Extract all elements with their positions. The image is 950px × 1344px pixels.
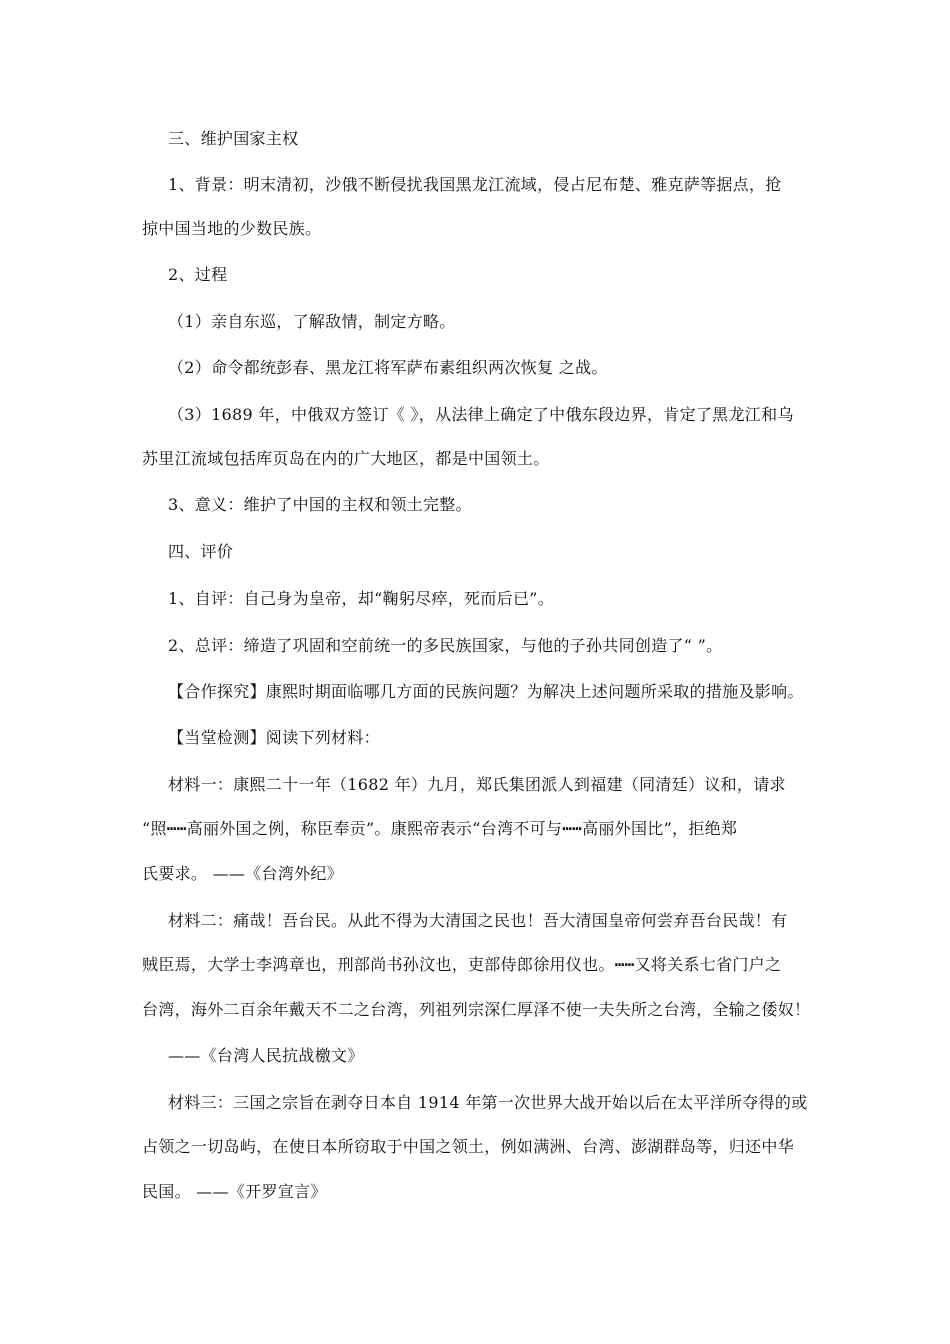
paragraph-line: 贼臣焉，大学士李鸿章也，刑部尚书孙汶也，吏部侍郎徐用仪也。┅┅又将关系七省门户之 <box>142 955 782 974</box>
citation-line: ——《台湾人民抗战檄文》 <box>168 1046 364 1065</box>
subheading: 2、过程 <box>168 265 228 284</box>
paragraph-line: 民国。 ——《开罗宣言》 <box>142 1182 327 1201</box>
paragraph-line: 苏里江流域包括库页岛在内的广大地区，都是中国领土。 <box>142 449 550 468</box>
paragraph-line: “照┅┅高丽外国之例，称臣奉贡”。康熙帝表示“台湾不可与┅┅高丽外国比”，拒绝郑 <box>142 819 738 838</box>
paragraph-line: （2）命令都统彭春、黑龙江将军萨布素组织两次恢复 之战。 <box>168 358 608 377</box>
paragraph-line: 占领之一切岛屿，在使日本所窃取于中国之领土，例如满洲、台湾、澎湖群岛等，归还中华 <box>142 1137 795 1156</box>
paragraph-line: 材料一：康熙二十一年（1682 年）九月，郑氏集团派人到福建（同清廷）议和，请求 <box>168 775 786 794</box>
paragraph-line: （3）1689 年，中俄双方签订《 》，从法律上确定了中俄东段边界，肯定了黑龙江和乌 <box>168 405 794 424</box>
paragraph-line: 氏要求。 ——《台湾外纪》 <box>142 864 343 883</box>
paragraph-line: 【当堂检测】阅读下列材料： <box>168 728 380 747</box>
paragraph-line: 2、总评：缔造了巩固和空前统一的多民族国家，与他的子孙共同创造了“ ”。 <box>168 636 723 655</box>
paragraph-line: 台湾，海外二百余年戴天不二之台湾，列祖列宗深仁厚泽不使一夫失所之台湾，全输之倭奴！ <box>142 1000 811 1019</box>
section-heading: 三、维护国家主权 <box>168 129 299 148</box>
paragraph-line: 3、意义：维护了中国的主权和领土完整。 <box>168 495 472 514</box>
paragraph-line: 【合作探究】康熙时期面临哪几方面的民族问题？为解决上述问题所采取的措施及影响。 <box>168 682 804 701</box>
paragraph-line: 1、背景：明末清初，沙俄不断侵扰我国黑龙江流域，侵占尼布楚、雅克萨等据点，抢 <box>168 175 782 194</box>
paragraph-line: （1）亲自东巡，了解敌情，制定方略。 <box>168 312 456 331</box>
section-heading: 四、评价 <box>168 542 234 561</box>
paragraph-line: 掠中国当地的少数民族。 <box>142 219 322 238</box>
paragraph-line: 材料三：三国之宗旨在剥夺日本自 1914 年第一次世界大战开始以后在太平洋所夺得的或 <box>168 1093 808 1112</box>
paragraph-line: 材料二：痛哉！吾台民。从此不得为大清国之民也！吾大清国皇帝何尝弃吾台民哉！有 <box>168 911 788 930</box>
paragraph-line: 1、自评：自己身为皇帝，却“鞠躬尽瘁，死而后已”。 <box>168 589 555 608</box>
